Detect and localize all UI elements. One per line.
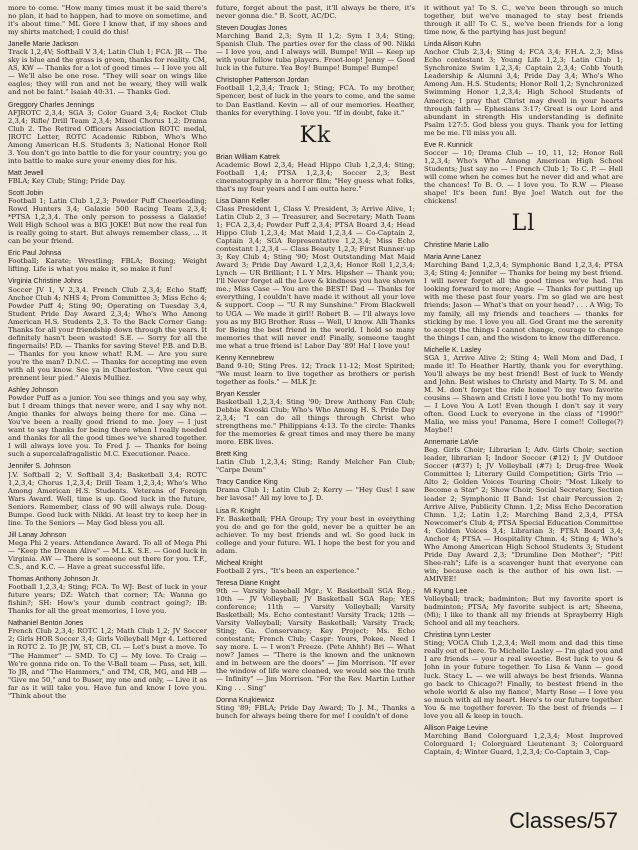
senior-name: Teresa Diane Knight bbox=[216, 578, 280, 587]
senior-activities-text: Basketball 1,2,3,4; Sting '90; Drew Anthony Fan Club; Debbie Kwoski Club; Who's Who Among H. S. Pride Day 2,3,4; "I can do all things through Christ who strengthens me." Philippians 4:13. To the circle: Thanks for the memories & great times and may there be many more. EBK lives. bbox=[216, 397, 415, 447]
senior-activities-text: Football 1,2,3,4; Sting; FCA. To WJ: Best of luck in your future years; DZ: Watch that corner; TA: Wanna go fishin?; SH: How's your dumb contract going?; IB: Thanks for all the great memories, I love you. bbox=[8, 583, 207, 616]
senior-name: Eve R. Kunnick bbox=[424, 140, 473, 149]
entry-text: it without ya! To S. C., we've been through so much together, but we've managed to stay best friends through it all! To C. S., we've been friends for a long time now, & the partying has just begun! bbox=[424, 4, 623, 37]
senior-name: Annemarie LaVie bbox=[424, 438, 479, 447]
senior-activities-text: Powder Puff as a junior. You see things and you say why, but I dream things that never were, and I say why not. Angie thanks for always being there for me. Gina — You've been a really good friend to me. Joey — I just want to say thanks for being there when I really needed and thanks for all the good times we've shared together. I will always love you. To Fred J. — Thanks for being such a supercalafragalistic M.C. Executioner. Peace. bbox=[8, 394, 207, 459]
senior-entry bbox=[216, 76, 415, 116]
senior-activities-text: French Club 2,3,4; ROTC 1,2; Math Club 1,2; JV Soccer 2; Girls HOR Soccer 3,4; Girls Volleyball Mgr 4. Lettered in ROTC 2. To JP, JW, ST, CB, CL — Let's bust a move. To "The Hammer" — SMD. To CJ — My love. To Craig — We're gonna ride on. To the V-Ball team — Pass, set, kill. To JR, and "The Hammers," and TM, CR, MG, and HB — "Give me 50," and to Buser, my one and only, — Live it as far as it will take you. Have fun and know I love you. "Think about the bbox=[8, 627, 207, 700]
senior-entry bbox=[424, 141, 623, 205]
senior-name: Bryan Kessler bbox=[216, 389, 261, 398]
senior-name: Nathaniel Benton Jones bbox=[8, 619, 84, 628]
senior-entry bbox=[424, 40, 623, 137]
senior-entry bbox=[8, 531, 207, 571]
senior-entry bbox=[216, 153, 415, 193]
continued-entry-text bbox=[8, 4, 207, 36]
senior-entry bbox=[216, 390, 415, 446]
senior-name: Virginia Christine Johns bbox=[8, 277, 83, 286]
senior-activities-text: Beg. Girls Choir; Librarian I; Adv. Girls Choir; section leader, librarian I; Indoor Soccer (#12) I; JV Outdoor Soccer (#37) I; JV Volleyball (#7) I; Drug-free Week Committee I; Literary Guild Competition; Girls Trio — Alto 2; Golden Voices Touring Choir; "Most Likely to Become a Star" 2; Show Choir, Social Secretary, Section leader 2; Symphonic II Band: 1st chair Percussion 2; Arrive Alive, Publicity Chmn. 1,2; Miss Echo Decoration Chmn. 1,2; Latin 1,2; Marching Band 2,3,4, PTSA Newcomer's Club 4; PTSA Special Education Committee 4; Golden Voices 3,4; Librarian 3; PTSA Board 3,4; Anchor 4; PTSA — Hospitality Chmn. 4; Sting 4; Who's Who Among American High School Students 3; Student Pride Day Award 2,3; "Drumline Den Mother"; "Pit! Shee-rah"; Life is a scavenger hunt that everyone can win; because each is the author of his own list. — AMIVEE! bbox=[424, 446, 623, 583]
text-columns bbox=[8, 4, 630, 816]
senior-name: Matt Jewell bbox=[8, 168, 44, 177]
senior-activities-text: Marching Band 2,3; Sym II 1,2; Sym I 3,4; Sting; Spanish Club. The parties over for the class of 90. Nikki — I love you, and I always will. Bumpe! Will — Keep up with your fellow tuba players. Froot-loop! Jenny — Good luck in the future. Yea Boy! Bumpe! Bumpe! Bumpe! bbox=[216, 32, 415, 73]
senior-activities-text: Academic Bowl 2,3,4; Head Hippo Club 1,2,3,4; Sting; Football 1,4; PTSA 1,2,3,4; Soccer 2,3; Best cinematography in a horror film; "Hey guess what folks, that's my four years and I am outta here." bbox=[216, 160, 415, 193]
senior-activities-text: Mega Phi 2 years. Attendance Award. To all of Mega Phi — "Keep the Dream Alive" — M.L.K. S.E. — Good luck in Virginia. AW — There is someone out there for you. T.F., C.S., and K.C. — Have a great successful life. bbox=[8, 538, 207, 572]
senior-activities-text: Marching Band 1,2,3,4; Symphonic Band 1,2,3,4; PTSA 3,4; Sting 4; Jennifer — Thanks for being my best friend. I will never forget all the good times we've had. I'm looking forward to more; Angie — Thanks for putting up with me these past four years. I'm so glad we are best friends; Jason — What's that on your head? . . . A Wig; To my family, all my friends and teachers — thanks for sticking by me. I love you all. God Grant me the serenity to accept the things I cannot change, courage to change the things I can, and the wisdom to know the difference. bbox=[424, 261, 623, 342]
senior-entry bbox=[424, 587, 623, 627]
senior-entry bbox=[424, 631, 623, 720]
senior-name: Christina Lynn Lester bbox=[424, 631, 491, 640]
senior-name: Mi Kyung Lee bbox=[424, 587, 468, 596]
entry-text: future, forget about the past, it'll always be there, it's never gonna die." B. Scott, AC/DC. bbox=[216, 4, 415, 21]
senior-entry bbox=[8, 40, 207, 96]
senior-name: Linda Alison Kuhn bbox=[424, 40, 481, 49]
senior-activities-text: Drama Club 1; Latin Club 2; Kerry — "Hey Gus! I saw her lavosa!" All my love to J. D. bbox=[216, 486, 415, 503]
senior-entry bbox=[8, 386, 207, 458]
senior-name: Thomas Anthony Johnson Jr. bbox=[8, 575, 100, 584]
senior-activities-text: Football 1,2,3,4; Track 1; Sting; FCA. To my brother, Spencer, best of luck in the years to come, and the same to Dan Eastland. Kevin — all of our memories. Heather, thanks for everything. I love you. "If in doubt, fake it." bbox=[216, 84, 415, 117]
senior-entry bbox=[8, 189, 207, 245]
senior-name: Ashley Johnson bbox=[8, 386, 59, 395]
senior-entry bbox=[216, 354, 415, 386]
continued-entry-text bbox=[424, 4, 623, 36]
senior-entry bbox=[216, 450, 415, 474]
senior-name: Scott Jobin bbox=[8, 188, 44, 197]
senior-entry bbox=[424, 724, 623, 756]
senior-name: Tracy Candice King bbox=[216, 478, 278, 487]
senior-activities-text: Football; Karate; Wrestling; FBLA; Boxing; Weight lifting. Life is what you make it, so make it fun! bbox=[8, 257, 207, 274]
senior-activities-text: Football 1; Latin Club 1,2,3; Powder Puff Cheerleading; Rowd Hunters 3,4; Galaxie 500 Racing Team 2,3,4; *PTSA 1,2,3,4. The only person to possess a Galaxie! Well High School was a BIG JOKE! But now the real fun is really going to start. But always remember class, ... it can be your friend. bbox=[8, 197, 207, 246]
page-footer-label: Classes/57 bbox=[509, 808, 618, 833]
senior-entry bbox=[216, 197, 415, 350]
senior-activities-text: Track 1,2,4V; Softball V 3,4; Latin Club 1; FCA. JR — The sky is blue and the grass is green, thanks for reality. CM, AS, KW — Thanks for a lot of good times — I love you all — We'll also be one rose. "They will soar on wings like eagles; they will run and not be weary, they will walk and not be faint." Isaiah 40:31. — Thanks God. bbox=[8, 48, 207, 97]
senior-name: Kenny Kennebrew bbox=[216, 353, 274, 362]
senior-entry bbox=[216, 696, 415, 720]
section-letter-heading: Ll bbox=[511, 211, 536, 237]
senior-name: Allison Paige Levine bbox=[424, 723, 488, 732]
senior-name: Greggory Charles Jennings bbox=[8, 100, 95, 109]
senior-activities-text: Fr. Basketball; FHA Group; Try your best in everything you do and go for the gold, never be a quitter be an achiever. To my best friends and wl. So good luck in college and your future. WL I hope the best for you and adam. bbox=[216, 514, 415, 555]
column-right bbox=[424, 4, 623, 816]
senior-activities-text: Soccer — 10; Drama Club — 10, 11, 12; Honor Roll 1,2,3,4; Who's Who Among American High School Students; Just say no — ! French Club 1; To C. P. — Hell will come when he comes but he never did and what are the chances! To B. O. — I love you. To R.W — Please shape! It's been fun! Bye Joe! Watch out for the chickens! bbox=[424, 148, 623, 206]
senior-entry bbox=[216, 559, 415, 575]
senior-entry bbox=[216, 507, 415, 555]
senior-activities-text: 9th — Varsity baseball Mgr.; V. Basketball SGA Rep.; 10th — JV Volleyball; JV Basketball SGA Rep; YES conference; 11th — Varsity Volleyball; Varsity Basketball; Ms. Echo contestant! Varsity Track; 12th — Varsity Volleyball; Varsity Basketball; Varsity Track; Sting; Ga. Conservancy; Key Project; Ms. Echo contestant; French Club; Caspr: Yours, Pokee. Need I say more. L — I won't Freeze. (Pete Ahhh!) Bri — What now? James — "There is the known and the unknown and in between are the doors" — Jim Morrison. "If ever the window of life were cleaned, we would see the truth — Infinity" — Jim Morrison. "For the Rev. Martin Luther King . . . Sing" bbox=[216, 586, 415, 692]
senior-activities-text: Soccer JV 1, V 2,3,4. French Club 2,3,4; Echo Staff; Anchor Club 4; NHS 4; Prom Committee 3; Miss Echo 4; Powder Puff 4; Sting 90; Operating on Tuesday 3,4, Student Pride Day Award 2,3,4; Who's Who Among American H.S. Students 2,3. To the Back Corner Gang: Thanks for all your friendship down through the years. It definitely hasn't been wasted! S.E. — Sorry for all the fingernails! P.D. — Thanks for saving Steve! P.B. and D.B. — Thanks for you know what! R.M. — Are you sure you're the man? D.N.C. — Thanks for accepting me even with all you know. See ya in Charleston. "Vive ceux qui prennent leur pied." Alexis Mulliez. bbox=[8, 285, 207, 383]
senior-name: Eric Paul Johnsa bbox=[8, 249, 62, 258]
senior-name: Jill Lanay Johnson bbox=[8, 530, 67, 539]
entry-text: more to come. "How many times must it be said there's no plan, it had to happen, had to move on sometime, and it's about time." ML Gore I know that, if my shoes and my shirts matched; I could do this! bbox=[8, 4, 207, 37]
senior-activities-text: Volleyball; track; badminton; But my favorite sport is badminton; PTSA; My favorite subject is art; Sheena, (Mi); I like to thank all my friends at Sprayberry High School and all my teachers. bbox=[424, 595, 623, 628]
senior-name: Lisa Diann Keller bbox=[216, 196, 270, 205]
senior-activities-text: Class President 1, Class V. President, 3; Arrive Alive, 1; Latin Club 2, 3 — Treasurer, and Secretary; Math Team 1; FCA 2,3,4; Powder Puff 2,3,4; PTSA Board 3,4; Head Hippo Club 1,2,3,4; Mat Maid 1,2,3,4 — Co-Captain 2, Captain 3,4; SGA Representative 1,2,3,4; Miss Echo contestant 1,2,3,4 — Class Beauty 1,2,3; First Runner-up 3; Key Club 4; Sting '90; Most Outstanding Mat Maid Award 3; Pride Day Award 1,2,3,4; Honor Roll 1,2,3,4; Lynch — UR Brilliant; I L Y Mrs. Hipsher — Thank you; I'll Never forget all the Love & kindness you have shown me.; Miss Case — You are the BEST! Dad — Thanks for everything, I couldn't have made it without all your love & support. Coop — "U R my Sunshine." From Blackwell to UGA — We made it girl!! Robert B. — I'll always love you as my BIG Brother. Russ — Well, U know. Alli Thanks for Being the best friend in the world. I hold so many memories that will never end! Finally, someone taught me what a true friend is! Labor Day '89! Ha! I love you! bbox=[216, 204, 415, 350]
continued-entry-text bbox=[216, 4, 415, 20]
senior-name: Lisa R. Knight bbox=[216, 506, 261, 515]
senior-activities-text: Football 2 yrs., "It's been an experience." bbox=[216, 566, 360, 575]
senior-name: Janelle Marie Jackson bbox=[8, 40, 79, 49]
senior-name: Brian William Katrek bbox=[216, 152, 280, 161]
senior-entry bbox=[424, 346, 623, 435]
senior-entry bbox=[216, 579, 415, 692]
senior-name: Christine Marie Lallo bbox=[424, 241, 489, 250]
senior-name: Michelle K. Lasley bbox=[424, 345, 482, 354]
column-left bbox=[8, 4, 207, 816]
column-middle bbox=[216, 4, 415, 816]
senior-activities-text: Marching Band Colorguard 1,2,3,4; Most Improved Colorguard 1; Colorguard Lieutenant 3; Colorguard Captain, 4; Winter Guard, 1,2,3,4; Co-Captain 3, Cap- bbox=[424, 731, 623, 756]
senior-entry bbox=[8, 462, 207, 526]
senior-entry bbox=[8, 619, 207, 699]
senior-name: Jennifer S. Johnson bbox=[8, 462, 71, 471]
senior-activities-text: SGA 1, Arrive Alive 2; Sting 4; Well Mom and Dad, I made it! To Heather Hartly, thank you for everything. You'll always be my best friend! Best of luck to Wendy and John. Best wishes to Christy and Marty. To S. M. and M. M. don't forget the ride home! To my two favorite cousins — Shawn and Cristi I love you both! To my mom — I Love You A Lot! Even though I don't say it very often. Good Luck to everyone in the class of "1990!" Malia, we miss you! Panama, Here I come!! College(?) Maybe!! bbox=[424, 353, 623, 435]
senior-entry bbox=[216, 478, 415, 502]
senior-entry bbox=[424, 438, 623, 583]
senior-activities-text: AFJROTC 2,3,4; SGA 3; Color Guard 3,4; Rocket Club 2,3,4; Rifle/ Drill Team 2,3,4; Mixed Chorus 1,2; Drama Club 2. The Retired Officers Association ROTC medal, JROTC Letter, ROTC Academic Ribbon, Who's Who Among American H.S. Students 3; National Honor Roll 3. You don't go into battle to die for your country; you go into battle to make sure your enemy dies for his. bbox=[8, 108, 207, 165]
senior-entry bbox=[8, 249, 207, 273]
senior-entry bbox=[424, 253, 623, 342]
senior-activities-text: J.V. Softball 2; V. Softball 3,4; Basketball 3,4; ROTC 1,2,3,4; Chorus 1,2,3,4; Drill Team 1,2,3,4; Who's Who Among American H.S. Students. Veterans of Foreign Wars Award. Well, time is up. Good luck in the future, Seniors. Remember, class of 90 will always rule. Doug-Bumpe. Good luck with Nikki. At least try to keep her in line. To the Seniors — May God bless you all. bbox=[8, 470, 207, 527]
senior-entry bbox=[8, 575, 207, 615]
senior-entry bbox=[424, 241, 623, 249]
senior-activities-text: FBLA; Key Club; Sting; Pride Day. bbox=[8, 176, 126, 185]
senior-activities-text: Band 9-10; Sting Pres. 12; Track 11-12; Most Spirited; "We must learn to live together as brothers or perish together as fools." — MLK Jr. bbox=[216, 361, 415, 386]
senior-name: Micheal Knight bbox=[216, 558, 263, 567]
section-letter-heading: Kk bbox=[299, 122, 332, 148]
senior-activities-text: Latin Club 1,2,3,4; Sting; Randy Melcher Fan Club; "Carpe Deum" bbox=[216, 458, 415, 475]
senior-entry bbox=[8, 101, 207, 165]
senior-name: Steven Douglas Jones bbox=[216, 24, 287, 33]
senior-entry bbox=[8, 169, 207, 185]
senior-name: Christopher Patterson Jordan bbox=[216, 76, 309, 85]
senior-name: Brett King bbox=[216, 450, 248, 459]
senior-activities-text: Anchor Club 2,3,4; Sting 4; FCA 3,4; F.H.A. 2,3; Miss Echo contestant 3; Young Life 1,2,3; Latin Club 1; Synchronize Swim 1,2,3,4; Captain 2,3,4; Cobb Youth Leadership & Alumni 3,4; Pride Day 3,4; Who's Who Among Am. H.S. Students; Honor Roll 1,2; Synchronized Swimming Honor 1,2,3,4; High School Students of America; I pray that Christ may dwell in your hearts through faith — Ephesians 3:17; Great is our Lord and abundant in strength His understanding is definite Psalm 127:5. God bless you guys. Thank you for letting me be me. I'll miss you all. bbox=[424, 48, 623, 137]
senior-entry bbox=[8, 277, 207, 382]
senior-activities-text: Sting '89; FBLA; Pride Day Award; To J. M., Thanks a bunch for always being there for me! I couldn't of done bbox=[216, 703, 415, 720]
senior-name: Maria Anne Lanez bbox=[424, 253, 482, 262]
senior-name: Donna Krujkiewicz bbox=[216, 695, 275, 704]
senior-activities-text: Sting; VOCA Club 1,2,3,4; Well mom and dad this time really out of here. To Michelle Lasley — I'm glad you and I are friends — your a real sweetie. Best luck to you & John in your future together. To Lisa & Vann — good luck. Stacy L. — we will always be best friends. Wanna go back to Chicago?! Finally, to bestest friend in the whole world & also my fiance', Marty Rose — I love you so much with all my heart. Here's to our future together. You & me together forever. To the best of friends — I love you all & keep in touch. bbox=[424, 639, 623, 720]
senior-entry bbox=[216, 24, 415, 72]
